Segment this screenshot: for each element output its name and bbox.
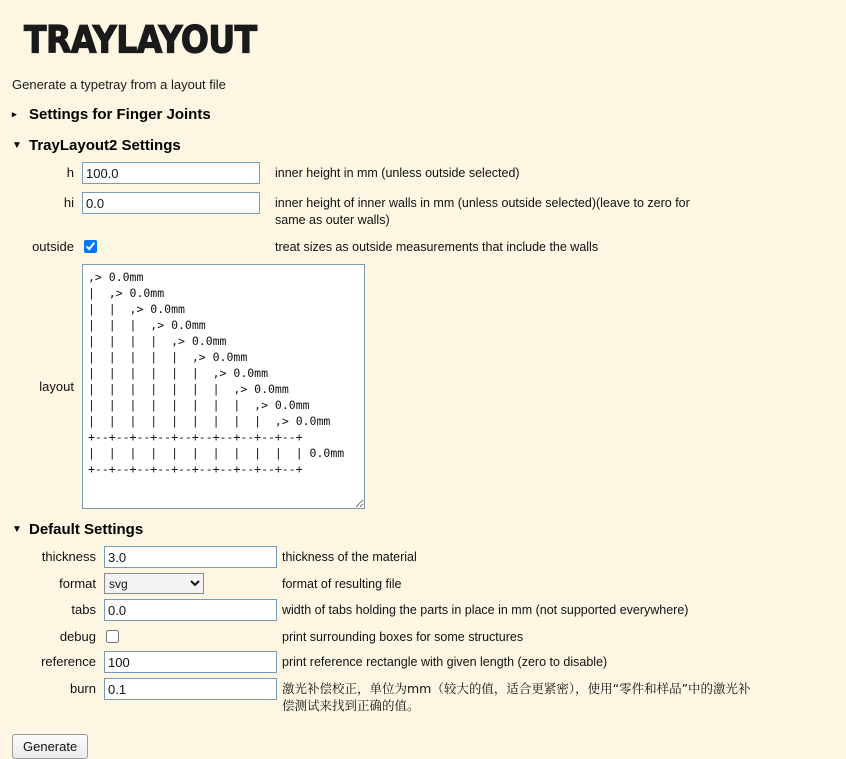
hi-input[interactable] <box>82 192 260 214</box>
label-reference: reference <box>41 654 96 669</box>
section-header-traylayout2[interactable] <box>12 137 836 154</box>
control-format <box>104 573 279 594</box>
tabs-input[interactable] <box>104 599 277 621</box>
label-layout: layout <box>39 379 74 394</box>
debug-checkbox[interactable] <box>106 630 119 643</box>
control-outside <box>82 236 267 256</box>
thickness-input[interactable] <box>104 546 277 568</box>
field-row-reference <box>10 651 836 673</box>
field-row-outside <box>10 236 836 256</box>
desc-tabs: width of tabs holding the parts in place in mm (not supported everywhere) <box>282 603 689 617</box>
field-row-layout <box>10 264 836 509</box>
desc-reference: print reference rectangle with given length (zero to disable) <box>282 655 608 669</box>
control-reference <box>104 651 279 673</box>
field-row-h <box>10 162 836 184</box>
section-title-default-settings: Default Settings <box>29 521 144 538</box>
desc-h: inner height in mm (unless outside selected) <box>275 166 520 180</box>
generate-button[interactable]: Generate <box>12 734 88 759</box>
app-logo: TRAYLAYOUT <box>24 17 257 62</box>
label-format: format <box>59 576 96 591</box>
section-title-finger-joints: Settings for Finger Joints <box>29 106 211 123</box>
label-hi: hi <box>63 195 74 210</box>
chevron-right-icon: ▸ <box>12 109 17 119</box>
chevron-down-icon-default: ▼ <box>12 523 22 535</box>
desc-debug: print surrounding boxes for some structures <box>282 630 524 644</box>
desc-thickness: thickness of the material <box>282 550 417 564</box>
control-hi <box>82 192 267 214</box>
desc-hi: inner height of inner walls in mm (unless outside selected)(leave to zero for same as outer walls) <box>275 196 690 227</box>
control-burn <box>104 678 279 700</box>
label-burn: burn <box>69 681 96 696</box>
burn-input[interactable] <box>104 678 277 700</box>
desc-format: format of resulting file <box>282 577 402 591</box>
default-settings-fields <box>10 546 836 715</box>
page-subtitle: Generate a typetray from a layout file <box>12 77 226 92</box>
label-thickness: thickness <box>41 549 96 564</box>
field-row-tabs <box>10 599 836 621</box>
traylayout2-fields <box>10 162 836 509</box>
h-input[interactable] <box>82 162 260 184</box>
field-row-format <box>10 573 836 594</box>
reference-input[interactable] <box>104 651 277 673</box>
control-thickness <box>104 546 279 568</box>
outside-checkbox[interactable] <box>84 240 97 253</box>
section-header-finger-joints[interactable] <box>12 106 836 123</box>
control-h <box>82 162 267 184</box>
control-debug <box>104 626 279 646</box>
field-row-burn <box>10 678 836 715</box>
chevron-down-icon: ▼ <box>12 139 22 151</box>
label-h: h <box>66 165 74 180</box>
desc-burn: 激光补偿校正，单位为mm（较大的值，适合更紧密），使用“零件和样品”中的激光补偿测试来找到正确的值。 <box>282 681 751 713</box>
field-row-hi <box>10 192 836 228</box>
section-title-traylayout2: TrayLayout2 Settings <box>29 137 181 154</box>
section-header-default-settings[interactable] <box>12 521 836 538</box>
label-debug: debug <box>59 629 96 644</box>
label-outside: outside <box>32 239 74 254</box>
format-select[interactable] <box>104 573 204 594</box>
label-tabs: tabs <box>71 602 96 617</box>
field-row-thickness <box>10 546 836 568</box>
field-row-debug <box>10 626 836 646</box>
control-tabs <box>104 599 279 621</box>
desc-outside: treat sizes as outside measurements that include the walls <box>275 240 599 254</box>
layout-textarea[interactable] <box>82 264 365 509</box>
